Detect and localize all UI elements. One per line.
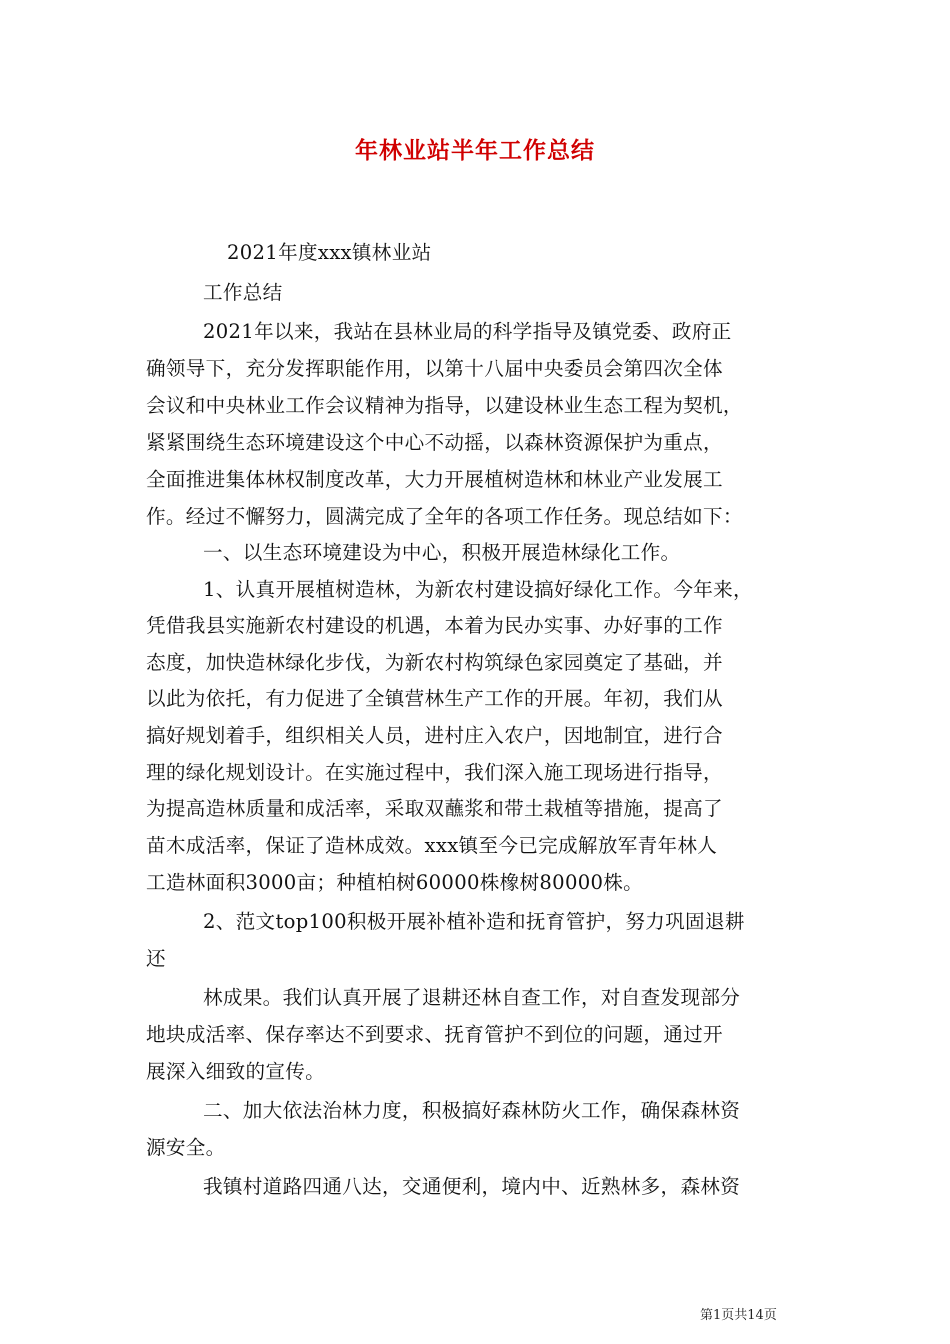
- section-heading-2: 二、加大依法治林力度，积极搞好森林防火工作，确保森林资: [203, 1099, 741, 1122]
- document-title: 年林业站半年工作总结: [355, 138, 595, 164]
- subtitle-line-1: 2021年度xxx镇林业站: [227, 241, 432, 264]
- body-line: 工造林面积3000亩；种植柏树60000株橡树80000株。: [146, 871, 644, 894]
- body-line: 源安全。: [146, 1136, 226, 1159]
- body-line: 以此为依托，有力促进了全镇营林生产工作的开展。年初，我们从: [146, 687, 723, 710]
- body-line: 确领导下，充分发挥职能作用，以第十八届中央委员会第四次全体: [146, 357, 723, 380]
- body-line: 全面推进集体林权制度改革，大力开展植树造林和林业产业发展工: [146, 468, 723, 491]
- body-line: 我镇村道路四通八达，交通便利，境内中、近熟林多，森林资: [203, 1175, 741, 1198]
- body-line: 苗木成活率，保证了造林成效。xxx镇至今已完成解放军青年林人: [146, 834, 718, 857]
- page-number-footer: 第1页共14页: [700, 1308, 777, 1323]
- body-line: 还: [146, 947, 166, 970]
- body-line: 林成果。我们认真开展了退耕还林自查工作，对自查发现部分: [203, 986, 741, 1009]
- body-line: 紧紧围绕生态环境建设这个中心不动摇，以森林资源保护为重点，: [146, 431, 723, 454]
- body-line: 地块成活率、保存率达不到要求、抚育管护不到位的问题，通过开: [146, 1023, 723, 1046]
- section-heading-1: 一、以生态环境建设为中心，积极开展造林绿化工作。: [203, 541, 681, 564]
- subtitle-line-2: 工作总结: [203, 281, 283, 304]
- body-line: 2021年以来，我站在县林业局的科学指导及镇党委、政府正: [203, 320, 732, 343]
- body-line: 作。经过不懈努力，圆满完成了全年的各项工作任务。现总结如下：: [146, 505, 743, 528]
- body-line: 态度，加快造林绿化步伐，为新农村构筑绿色家园奠定了基础，并: [146, 651, 723, 674]
- body-line: 2、范文top100积极开展补植补造和抚育管护，努力巩固退耕: [203, 910, 745, 933]
- body-line: 1、认真开展植树造林，为新农村建设搞好绿化工作。今年来，: [203, 578, 753, 601]
- body-line: 理的绿化规划设计。在实施过程中，我们深入施工现场进行指导，: [146, 761, 723, 784]
- body-line: 展深入细致的宣传。: [146, 1060, 326, 1083]
- body-line: 搞好规划着手，组织相关人员，进村庄入农户，因地制宜，进行合: [146, 724, 723, 747]
- body-line: 凭借我县实施新农村建设的机遇，本着为民办实事、办好事的工作: [146, 614, 723, 637]
- body-line: 会议和中央林业工作会议精神为指导，以建设林业生态工程为契机，: [146, 394, 743, 417]
- body-line: 为提高造林质量和成活率，采取双蘸浆和带土栽植等措施，提高了: [146, 797, 723, 820]
